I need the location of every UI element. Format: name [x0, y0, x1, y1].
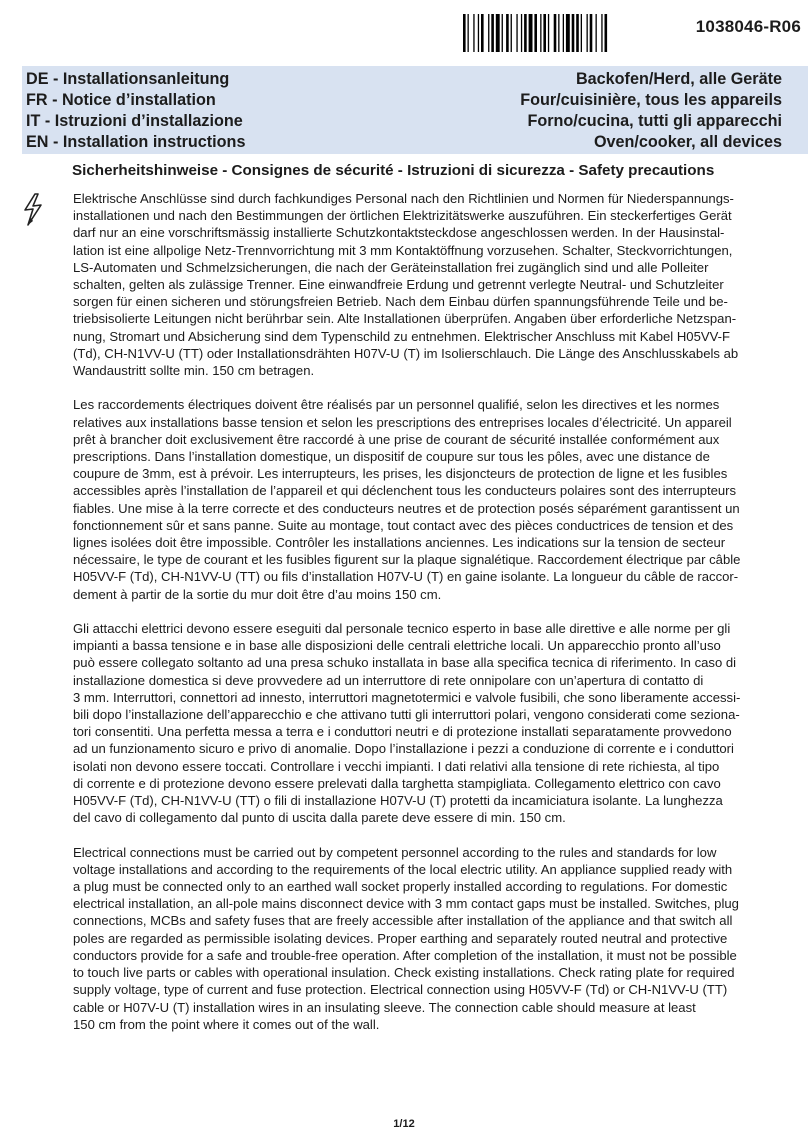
- paragraph-it: Gli attacchi elettrici devono essere eseguiti dal personale tecnico esperto in base alle direttive e alle norme per gli impianti a bassa tensione e in base alle disposizioni delle centrali elettriche locali. Un apparecchio pronto all’uso può essere collegato soltanto ad una presa schuko installata in base alla specifica tecnica di riferimento. In caso di installazione domestica si deve provvedere ad un interruttore di rete onnipolare con un’apertura di contatto di 3 mm. Interruttori, connettori ad innesto, interruttori magnetotermici e valvole fusibili, che sono liberamente accessi- bili dopo l’installazione dell’apparecchio e che attivano tutti gli interruttori polari, vengono considerati come seziona- tori consentiti. Una perfetta messa a terra e i conduttori neutri e di protezione installati separatamente provvedono ad un funzionamento sicuro e privo di anomalie. Dopo l’installazione i pezzi a conduzione di corrente e i conduttori isolati non devono essere toccati. Controllare i vecchi impianti. I dati relativi alla tensione di rete richiesta, al tipo di corrente e di protezione devono essere prelevati dalla targhetta stampigliata. Collegamento elettrico con cavo H05VV-F (Td), CH-N1VV-U (TT) o fili di installazione H07V-U (T) protetti da incamiciatura isolante. La lunghezza del cavo di collegamento dal punto di uscita dalla parete deve essere di min. 150 cm.: [73, 621, 741, 826]
- high-voltage-icon: [22, 193, 44, 227]
- header-title-en: EN - Installation instructions: [26, 133, 246, 151]
- section-title: Sicherheitshinweise - Consignes de sécurité - Istruzioni di sicurezza - Safety precautions: [72, 162, 715, 179]
- document-number: 1038046-R06: [695, 17, 801, 36]
- header-title-fr: FR - Notice d’installation: [26, 91, 216, 109]
- header-product-it: Forno/cucina, tutti gli apparecchi: [527, 112, 782, 130]
- barcode-image: [463, 14, 663, 52]
- page-number: 1/12: [393, 1118, 415, 1130]
- header-row-de: [26, 69, 782, 90]
- header-title-it: IT - Istruzioni d’installazione: [26, 112, 243, 130]
- paragraph-de: Elektrische Anschlüsse sind durch fachkundiges Personal nach den Richtlinien und Normen für Niederspannungs- installationen und nach den Bestimmungen der örtlichen Elektrizitätswerke auszuführen. Ein steckerfertiges Gerät darf nur an eine vorschriftsmässig installierte Schutzkontaktsteckdose angeschlossen werden. In der Hausinstal- lation ist eine allpolige Netz-Trennvorrichtung mit 3 mm Kontaktöffnung vorzusehen. Schalter, Steckvorrichtungen, LS-Automaten und Schmelzsicherungen, die nach der Geräteinstallation frei zugänglich sind und alle Polleiter schalten, gelten als zulässige Trenner. Eine einwandfreie Erdung und getrennt verlegte Neutral- und Schutzleiter sorgen für einen sicheren und störungsfreien Betrieb. Nach dem Einbau dürfen spannungsführende Teile und be- triebsisolierte Leitungen nicht berührbar sein. Alte Installationen überprüfen. Angaben über erforderliche Netzspan- nung, Stromart und Absicherung sind dem Typenschild zu entnehmen. Elektrischer Anschluss mit Kabel H05VV-F (Td), CH-N1VV-U (TT) oder Installationsdrähten H07V-U (T) im Isolierschlauch. Die Länge des Anschlusskabels ab Wandaustritt sollte min. 150 cm betragen.: [73, 191, 739, 379]
- safety-text: [73, 190, 793, 1033]
- header-product-de: Backofen/Herd, alle Geräte: [575, 70, 782, 88]
- header-row-it: [26, 111, 782, 132]
- header-band: [22, 66, 808, 154]
- header-row-en: [26, 132, 782, 153]
- header-product-fr: Four/cuisinière, tous les appareils: [520, 91, 782, 109]
- header-row-fr: [26, 90, 782, 111]
- header-title-de: DE - Installationsanleitung: [26, 70, 230, 88]
- paragraph-en: Electrical connections must be carried out by competent personnel according to the rules and standards for low voltage installations and according to the requirements of the local electric utility. An appliance supplied ready with a plug must be connected only to an earthed wall socket properly installed according to regulations. For domestic electrical installation, an all-pole mains disconnect device with 3 mm contact gaps must be installed. Switches, plug connections, MCBs and safety fuses that are freely accessible after installation of the appliance and that switch all poles are regarded as permissible isolating devices. Proper earthing and separately routed neutral and protective conductors provide for a safe and trouble-free operation. After completion of the installation, it must not be possible to touch live parts or cables with operational insulation. Check existing installations. Check rating plate for required supply voltage, type of current and fuse protection. Electrical connection using H05VV-F (Td) or CH-N1VV-U (TT) cable or H07V-U (T) installation wires in an insulating sleeve. The connection cable should measure at least 150 cm from the point where it comes out of the wall.: [73, 844, 739, 1032]
- paragraph-fr: Les raccordements électriques doivent être réalisés par un personnel qualifié, selon les directives et les normes relatives aux installations basse tension et selon les prescriptions des entreprises locales d’électricité. Un appareil prêt à brancher doit exclusivement être raccordé à une prise de courant de sécurité installée conformément aux prescriptions. Dans l’installation domestique, un dispositif de coupure sur tous les pôles, avec une distance de coupure de 3mm, est à prévoir. Les interrupteurs, les prises, les disjoncteurs de protection de ligne et les fusibles accessibles après l’installation de l’appareil et qui déclenchent tous les conducteurs polaires sont des interrupteurs fiables. Une mise à la terre correcte et des conducteurs neutres et de protection posés séparément garantissent un fonctionnement sûr et sans panne. Suite au montage, tout contact avec des pièces conductrices de tension et des lignes isolées doit être impossible. Contrôler les installations anciennes. Les indications sur la tension de secteur nécessaire, le type de courant et les fusibles figurent sur la plaque signalétique. Raccordement électrique par câble H05VV-F (Td), CH-N1VV-U (TT) ou fils d’installation H07V-U (T) en gaine isolante. La longueur du câble de raccor- dement à partir de la sortie du mur doit être d’au moins 150 cm.: [73, 397, 741, 602]
- header-product-en: Oven/cooker, all devices: [593, 133, 782, 151]
